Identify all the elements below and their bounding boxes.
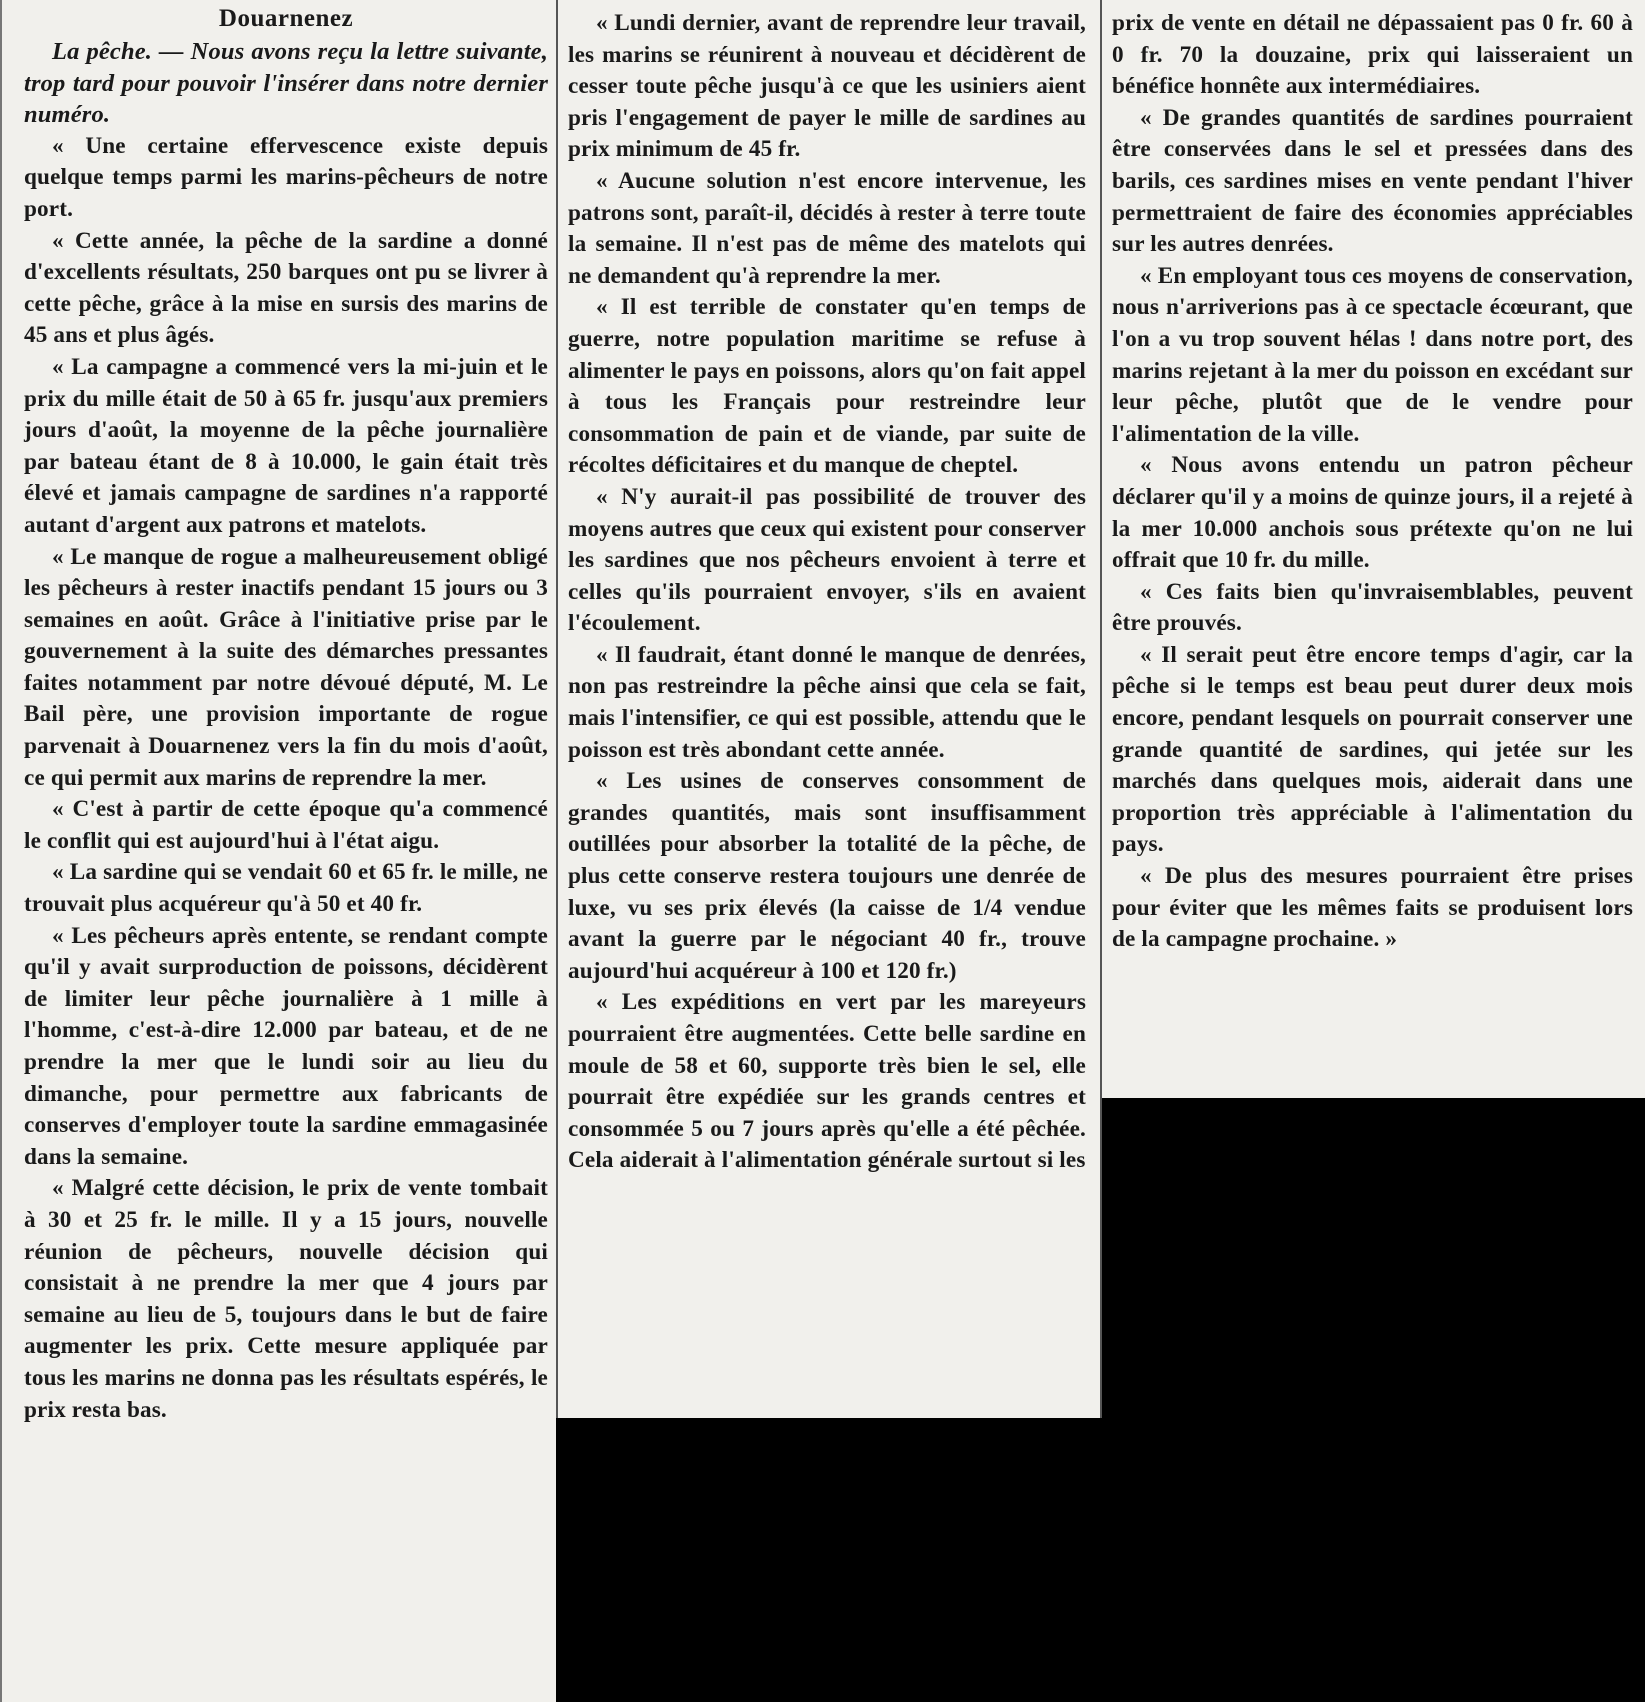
paragraph: « C'est à partir de cette époque qu'a commencé le conflit qui est aujourd'hui à l'état aigu. bbox=[24, 796, 548, 854]
paragraph: « Ces faits bien qu'invraisemblables, peuvent être prouvés. bbox=[1112, 578, 1633, 637]
paragraph: « Le manque de rogue a malheureusement obligé les pêcheurs à rester inactifs pendant 15 jours ou 3 semaines en août. Grâce à l'initiative prise par le gouvernement à la suite des démarches pressantes faites notamment par notre dévoué député, M. Le Bail père, une provision importante de rogue parvenait à Douarnenez vers la fin du mois d'août, ce qui permit aux marins de reprendre la mer. bbox=[24, 543, 548, 791]
paragraph: « De plus des mesures pourraient être prises pour éviter que les mêmes faits se produisent lors de la campagne prochaine. » bbox=[1112, 863, 1633, 953]
paragraph: « Il est terrible de constater qu'en temps de guerre, notre population maritime se refuse à alimenter le pays en poissons, alors qu'on fait appel à tous les Français pour restreindre leur consommation de pain et de viande, par suite de récoltes déficitaires et du manque de cheptel. bbox=[568, 294, 1086, 479]
paragraph: « N'y aurait-il pas possibilité de trouver des moyens autres que ceux qui existent pour conserver les sardines que nos pêcheurs envoient à terre et celles qu'ils pourraient envoyer, s'ils en avaient l'écoulement. bbox=[568, 483, 1086, 637]
paragraph: « Les expéditions en vert par les mareyeurs pourraient être augmentées. Cette belle sardine en moule de 58 et 60, supporte très bien le sel, elle pourrait être expédiée sur les grands centres et consommée 5 ou 7 jours après qu'elle a été pêchée. Cela aiderait à l'alimentation générale surtout si les bbox=[568, 989, 1086, 1174]
paragraph: « Lundi dernier, avant de reprendre leur travail, les marins se réunirent à nouveau et décidèrent de cesser toute pêche jusqu'à ce que les usiniers aient pris l'engagement de payer le mille de sardines au prix minimum de 45 fr. bbox=[568, 10, 1086, 163]
paragraph: « La sardine qui se vendait 60 et 65 fr. le mille, ne trouvait plus acquéreur qu'à 50 et 40 fr. bbox=[24, 859, 548, 918]
paragraph: « Les usines de conserves consomment de grandes quantités, mais sont insuffisamment outillées pour absorber la totalité de la pêche, de plus cette conserve restera toujours une denrée de luxe, vu ses prix élevés (la caisse de 1/4 vendue avant la guerre par le négociant 40 fr., trouve aujourd'hui acquéreur à 100 et 120 fr.) bbox=[568, 768, 1086, 984]
paragraph: « La campagne a commencé vers la mi-juin et le prix du mille était de 50 à 65 fr. jusqu'aux premiers jours d'août, la moyenne de la pêche journalière par bateau étant de 8 à 10.000, le gain était très élevé et jamais campagne de sardines n'a rapporté autant d'argent aux patrons et matelots. bbox=[24, 353, 548, 538]
paragraph: prix de vente en détail ne dépassaient pas 0 fr. 60 à 0 fr. 70 la douzaine, prix qui laisseraient un bénéfice honnête aux intermédiaires. bbox=[1112, 10, 1633, 100]
paragraph: « Une certaine effervescence existe depuis quelque temps parmi les marins-pêcheurs de notre port. bbox=[24, 132, 548, 222]
paragraph: « Malgré cette décision, le prix de vente tombait à 30 et 25 fr. le mille. Il y a 15 jours, nouvelle réunion de pêcheurs, nouvelle décision qui consistait à ne prendre la mer que 4 jours par semaine au lieu de 5, toujours dans le but de faire augmenter les prix. Cette mesure appliquée par tous les marins ne donna pas les résultats espérés, le prix resta bas. bbox=[24, 1175, 548, 1423]
paragraph: « En employant tous ces moyens de conservation, nous n'arriverions pas à ce spectacle écœurant, que l'on a vu trop souvent hélas ! dans notre port, des marins rejetant à la mer du poisson en excédant sur leur pêche, plutôt que de le vendre pour l'alimentation de la ville. bbox=[1112, 262, 1633, 447]
column-2 bbox=[556, 0, 1102, 1418]
article-title: Douarnenez bbox=[218, 5, 354, 32]
column-3 bbox=[1102, 0, 1645, 1098]
paragraph: « Cette année, la pêche de la sardine a donné d'excellents résultats, 250 barques ont pu se livrer à cette pêche, grâce à la mise en sursis des marins de 45 ans et plus âgés. bbox=[24, 227, 548, 349]
column-1 bbox=[0, 0, 556, 1702]
paragraph: « Nous avons entendu un patron pêcheur déclarer qu'il y a moins de quinze jours, il a rejeté à la mer 10.000 anchois sous prétexte qu'on ne lui offrait que 10 fr. du mille. bbox=[1112, 452, 1633, 574]
paragraph: « Il faudrait, étant donné le manque de denrées, non pas restreindre la pêche ainsi que cela se fait, mais l'intensifier, ce qui est possible, attendu que le poisson est très abondant cette année. bbox=[568, 641, 1086, 763]
paragraph: « Il serait peut être encore temps d'agir, car la pêche si le temps est beau peut durer deux mois encore, pendant lesquels on pourrait conserver une grande quantité de sardines, qui jetée sur les marchés dans quelques mois, aiderait dans une proportion très appréciable à l'alimentation du pays. bbox=[1112, 641, 1633, 858]
article-intro: La pêche. — Nous avons reçu la lettre suivante, trop tard pour pouvoir l'insérer dans notre dernier numéro. bbox=[24, 38, 548, 129]
paragraph: « De grandes quantités de sardines pourraient être conservées dans le sel et pressées dans des barils, ces sardines mises en vente pendant l'hiver permettraient de faire des économies appréciables sur les autres denrées. bbox=[1112, 104, 1633, 258]
paragraph: « Aucune solution n'est encore intervenue, les patrons sont, paraît-il, décidés à rester à terre toute la semaine. Il n'est pas de même des matelots qui ne demandent qu'à reprendre la mer. bbox=[568, 167, 1086, 289]
paragraph: « Les pêcheurs après entente, se rendant compte qu'il y avait surproduction de poissons, décidèrent de limiter leur pêche journalière à 1 mille à l'homme, c'est-à-dire 12.000 par bateau, et de ne prendre la mer que le lundi soir au lieu du dimanche, pour permettre aux fabricants de conserves d'employer toute la sardine emmagasinée dans la semaine. bbox=[24, 922, 548, 1170]
